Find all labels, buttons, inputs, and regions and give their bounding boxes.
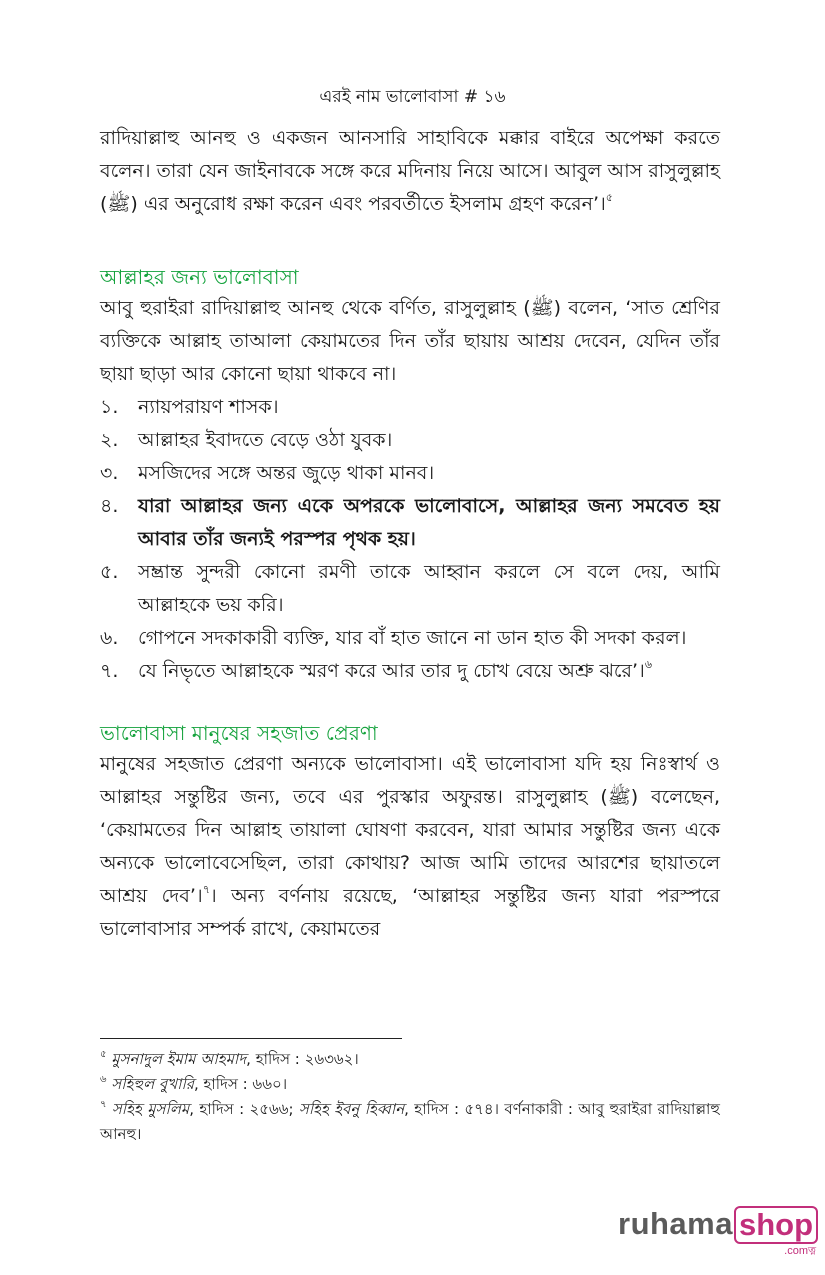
section-heading-love-for-allah: আল্লাহর জন্য ভালোবাসা [100,265,299,289]
main-content [100,122,720,946]
footnote-source-detail: , হাদিস : ২৫৬৬; [189,1100,299,1118]
logo-shop-badge [734,1206,818,1257]
footnote-source-detail: , হাদিস : ২৬৩৬২। [246,1050,359,1068]
list-item [100,490,720,556]
innate-love-paragraph [100,748,720,946]
footnote-source-title: সহিহুল বুখারি [111,1075,194,1093]
footnote [100,1097,720,1147]
list-item [100,556,720,622]
logo-word-ruhama: ruhama [618,1206,733,1241]
intro-text: রাদিয়াল্লাহু আনহু ও একজন আনসারি সাহাবিকে মক্কার বাইরে অপেক্ষা করতে বলেন। তারা যেন জাইনাবকে সঙ্গে করে মদিনায় নিয়ে আসে। আবুল আস রাসুলুল্লাহ (ﷺ) এর অনুরোধ রক্ষা করেন এবং পরবর্তীতে ইসলাম গ্রহণ করেন’। [100,127,720,215]
paragraph-text-continued: । অন্য বর্ণনায় রয়েছে, ‘আল্লাহর সন্তুষ্টির জন্য যারা পরস্পরে ভালোবাসার সম্পর্ক রাখে, কেয়ামতের [100,885,721,940]
list-item [100,457,720,490]
footnote-source-detail: , হাদিস : ৬৬০। [194,1075,288,1093]
running-head: এরই নাম ভালোবাসা # ১৬ [319,87,506,107]
footnote-source-detail-2: , হাদিস : ৫৭৪। বর্ণনাকারী : আবু হুরাইরা রাদিয়াল্লাহু আনহু। [100,1100,720,1143]
footnote-number: ৫ [100,1049,107,1060]
footnote-ref[interactable]: ৭ [202,883,210,896]
list-item [100,391,720,424]
list-item [100,424,720,457]
list-item-number: ১. [100,396,119,418]
footnote-ref[interactable]: ৫ [605,191,613,204]
list-item-text: সম্ভ্রান্ত সুন্দরী কোনো রমণী তাকে আহ্বান করলে সে বলে দেয়, আমি আল্লাহকে ভয় করি। [138,561,720,616]
footnote-divider [100,1038,402,1039]
footnote-number: ৬ [100,1074,107,1085]
footnote-source-title: সহিহ মুসলিম [111,1100,190,1118]
list-item-text: গোপনে সদকাকারী ব্যক্তি, যার বাঁ হাত জানে না ডান হাত কী সদকা করল। [138,627,687,649]
list-item-number: ৬. [100,627,119,649]
list-item-number: ২. [100,429,119,451]
list-item [100,622,720,655]
footnote-source-title: মুসনাদুল ইমাম আহমাদ [111,1050,247,1068]
list-item-number: ৫. [100,561,119,583]
footnote-source-title-2: সহিহ ইবনু হিব্বান [298,1100,405,1118]
list-item-number: ৭. [100,660,119,682]
footnote-ref[interactable]: ৬ [644,658,652,671]
list-item-number: ৩. [100,462,119,484]
paragraph-text: মানুষের সহজাত প্রেরণা অন্যকে ভালোবাসা। এই ভালোবাসা যদি হয় নিঃস্বার্থ ও আল্লাহর সন্তুষ্টির জন্য, তবে এর পুরস্কার অফুরন্ত। রাসুলুল্লাহ (ﷺ) বলেছেন, ‘কেয়ামতের দিন আল্লাহ তায়ালা ঘোষণা করবেন, যারা আমার সন্তুষ্টির জন্য একে অন্যকে ভালোবেসেছিল, তারা কোথায়? আজ আমি তাদের আরশের ছায়াতলে আশ্রয় দেব’। [100,753,720,907]
section-heading-innate-love: ভালোবাসা মানুষের সহজাত প্রেরণা [100,721,378,745]
list-item-text: ন্যায়পরায়ণ শাসক। [138,396,279,418]
logo-domain-suffix: .comত্ন [784,1245,817,1257]
logo-word-shop: shop [734,1206,818,1244]
hadith-lead-paragraph: আবু হুরাইরা রাদিয়াল্লাহু আনহু থেকে বর্ণিত, রাসুলুল্লাহ (ﷺ) বলেন, ‘সাত শ্রেণির ব্যক্তিকে আল্লাহ তাআলা কেয়ামতের দিন তাঁর ছায়ায় আশ্রয় দেবেন, যেদিন তাঁর ছায়া ছাড়া আর কোনো ছায়া থাকবে না। [100,297,720,385]
list-item-text-wrap [138,655,720,688]
footnotes [100,1047,720,1147]
list-item-text: যারা আল্লাহর জন্য একে অপরকে ভালোবাসে, আল্লাহর জন্য সমবেত হয় আবার তাঁর জন্যই পরস্পর পৃথক হয়। [138,495,720,550]
intro-paragraph [100,122,720,221]
footnote [100,1072,720,1097]
seven-categories-list [100,391,720,688]
list-item-text: মসজিদের সঙ্গে অন্তর জুড়ে থাকা মানব। [138,462,435,484]
ruhamashop-logo [618,1206,818,1257]
list-item [100,655,720,688]
list-item-text: যে নিভৃতে আল্লাহকে স্মরণ করে আর তার দু চোখ বেয়ে অশ্রু ঝরে’। [138,660,645,682]
footnote-number: ৭ [100,1099,107,1110]
list-item-text: আল্লাহর ইবাদতে বেড়ে ওঠা যুবক। [138,429,393,451]
footnote [100,1047,720,1072]
list-item-number: ৪. [100,495,119,517]
